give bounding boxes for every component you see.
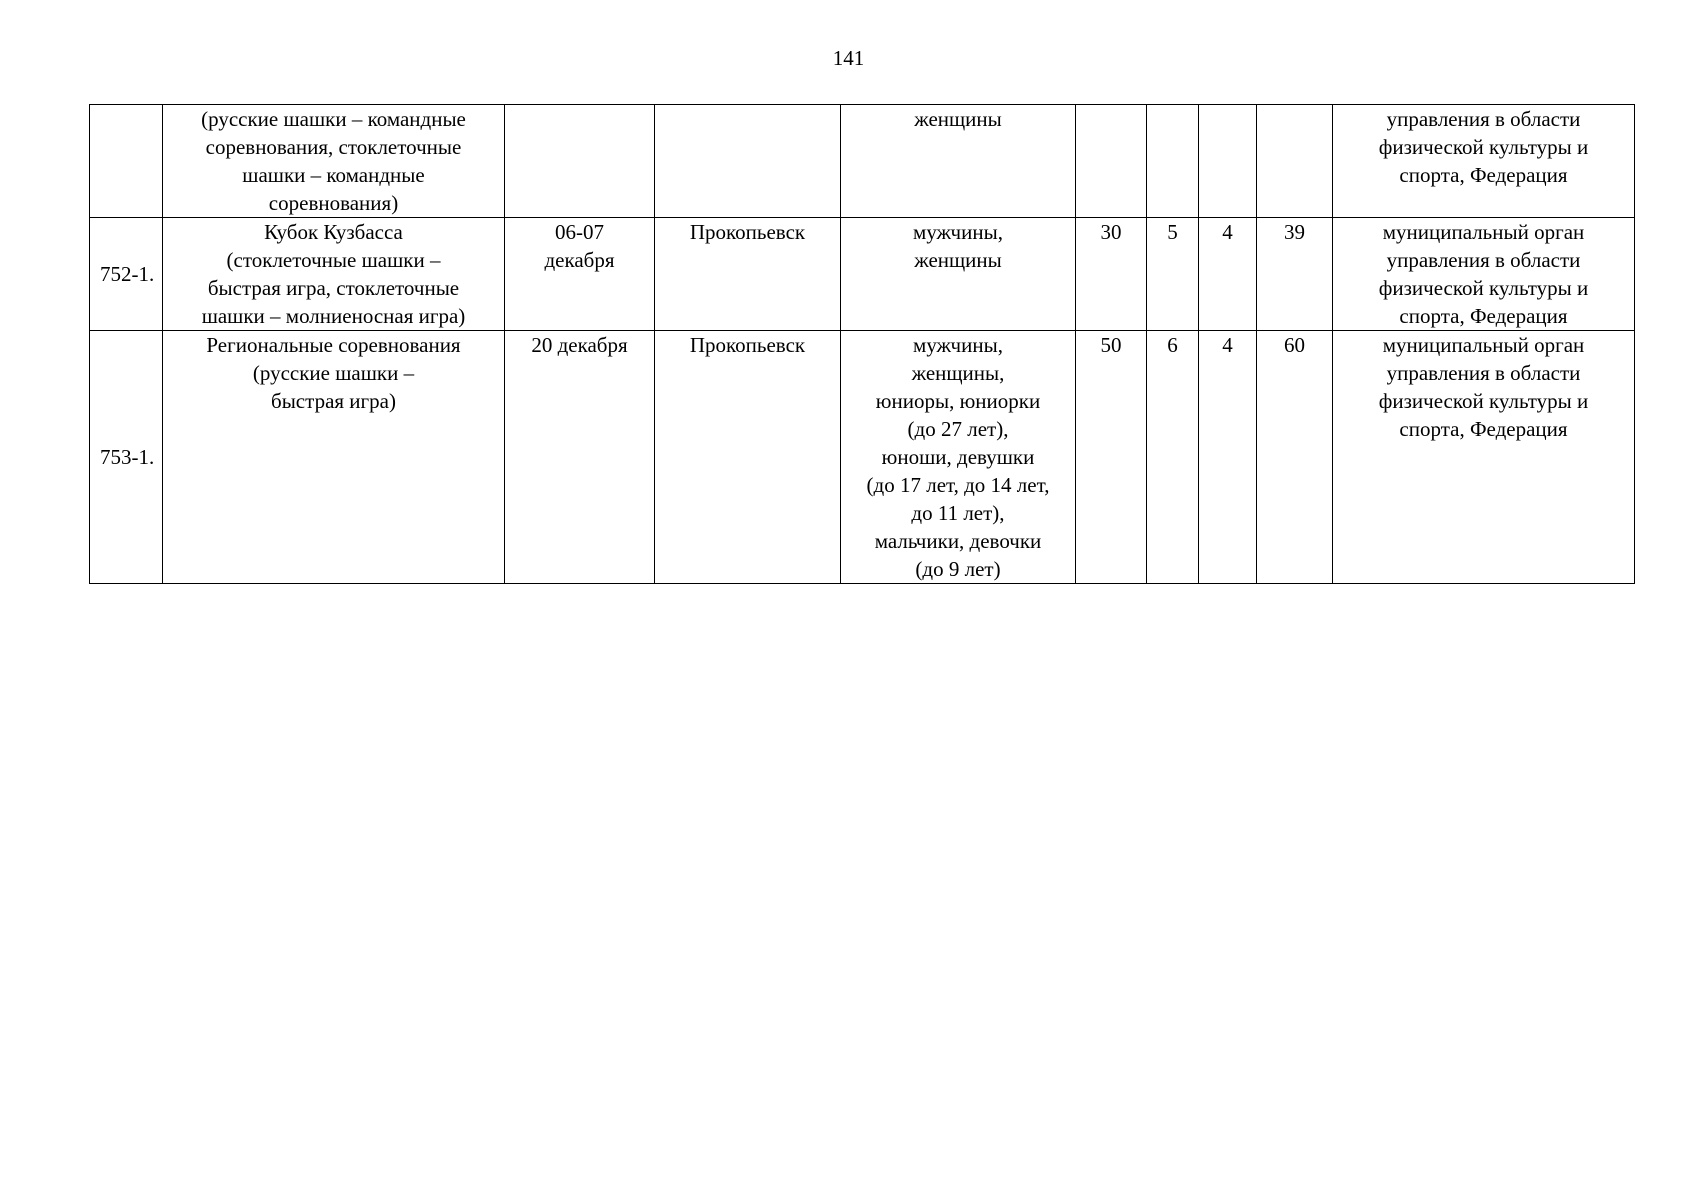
event-name-cell: [163, 331, 505, 584]
count-cell-total: 39: [1257, 218, 1333, 331]
event-name-line: шашки – молниеносная игра): [201, 304, 466, 328]
count-cell-3: [1199, 105, 1257, 218]
organizer-line: управления в области: [1386, 248, 1581, 272]
count-cell-2: 5: [1147, 218, 1199, 331]
event-name-line: (русские шашки – командные: [201, 107, 466, 131]
count-cell-total: 60: [1257, 331, 1333, 584]
page-number: 141: [832, 46, 865, 70]
place-cell: [655, 105, 841, 218]
count-cell-1: 30: [1076, 218, 1147, 331]
dates-cell: [505, 105, 655, 218]
organizer-line: спорта, Федерация: [1399, 417, 1568, 441]
organizer-line: физической культуры и: [1378, 389, 1589, 413]
participants-line: (до 9 лет): [915, 557, 1001, 581]
participants-line: юноши, девушки: [881, 445, 1035, 469]
organizer-line: спорта, Федерация: [1399, 304, 1568, 328]
dates-cell: [505, 218, 655, 331]
count-cell-total: [1257, 105, 1333, 218]
participants-cell: [841, 331, 1076, 584]
organizer-cell: [1333, 331, 1635, 584]
event-name-line: шашки – командные: [242, 163, 425, 187]
place-cell: [655, 218, 841, 331]
organizer-line: муниципальный орган: [1382, 333, 1585, 357]
place-cell: [655, 331, 841, 584]
organizer-cell: [1333, 218, 1635, 331]
event-name-line: (стоклеточные шашки –: [226, 248, 441, 272]
organizer-cell: [1333, 105, 1635, 218]
table-row: [90, 105, 1635, 218]
row-number-cell: 753-1.: [90, 331, 163, 584]
participants-line: женщины: [914, 248, 1002, 272]
participants-line: мужчины,: [913, 333, 1003, 357]
event-name-line: соревнования): [268, 191, 399, 215]
event-name-line: Региональные соревнования: [206, 333, 461, 357]
participants-line: мальчики, девочки: [874, 529, 1042, 553]
dates-line: декабря: [544, 248, 615, 272]
participants-line: мужчины,: [913, 220, 1003, 244]
participants-line: женщины: [914, 107, 1002, 131]
dates-cell: [505, 331, 655, 584]
event-name-line: Кубок Кузбасса: [264, 220, 403, 244]
count-cell-3: 4: [1199, 218, 1257, 331]
participants-line: до 11 лет),: [911, 501, 1005, 525]
place-line: Прокопьевск: [689, 333, 806, 357]
organizer-line: управления в области: [1386, 361, 1581, 385]
count-cell-1: 50: [1076, 331, 1147, 584]
event-name-cell: [163, 218, 505, 331]
dates-line: 20 декабря: [531, 333, 628, 357]
participants-line: (до 27 лет),: [907, 417, 1009, 441]
place-line: Прокопьевск: [689, 220, 806, 244]
participants-cell: [841, 218, 1076, 331]
count-cell-1: [1076, 105, 1147, 218]
participants-line: женщины,: [911, 361, 1005, 385]
table-row: [90, 331, 1635, 584]
competition-schedule-table: [89, 104, 1635, 584]
event-name-line: (русские шашки –: [252, 361, 415, 385]
organizer-line: физической культуры и: [1378, 135, 1589, 159]
organizer-line: спорта, Федерация: [1399, 163, 1568, 187]
row-number-cell: 752-1.: [90, 218, 163, 331]
row-number-cell: [90, 105, 163, 218]
count-cell-3: 4: [1199, 331, 1257, 584]
organizer-line: физической культуры и: [1378, 276, 1589, 300]
event-name-line: быстрая игра, стоклеточные: [207, 276, 460, 300]
dates-line: 06-07: [555, 220, 604, 244]
participants-line: (до 17 лет, до 14 лет,: [866, 473, 1050, 497]
participants-line: юниоры, юниорки: [875, 389, 1041, 413]
count-cell-2: [1147, 105, 1199, 218]
participants-cell: [841, 105, 1076, 218]
organizer-line: муниципальный орган: [1382, 220, 1585, 244]
count-cell-2: 6: [1147, 331, 1199, 584]
event-name-line: соревнования, стоклеточные: [205, 135, 462, 159]
event-name-line: быстрая игра): [271, 389, 396, 413]
event-name-cell: [163, 105, 505, 218]
organizer-line: управления в области: [1386, 107, 1581, 131]
table-row: [90, 218, 1635, 331]
